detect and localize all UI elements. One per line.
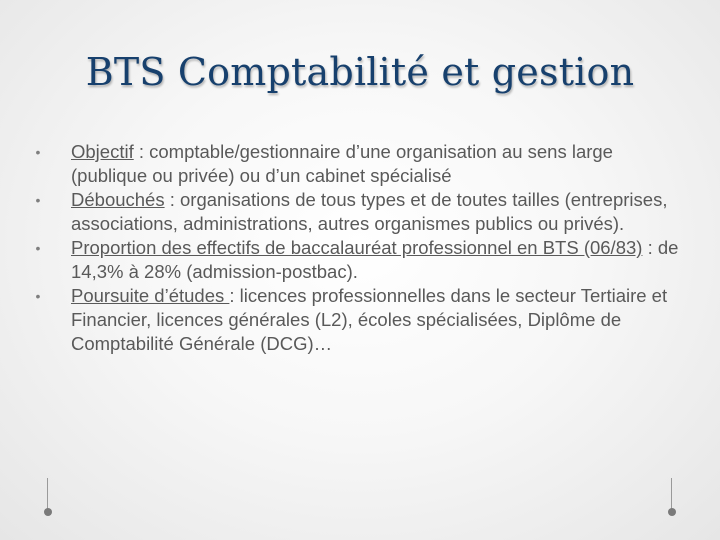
- bullet-label: Débouchés: [71, 189, 165, 210]
- bullet-label: Poursuite d’études: [71, 285, 230, 306]
- bullet-item-debouches: [28, 188, 688, 236]
- bullet-icon: •: [35, 144, 41, 160]
- bullet-list: [28, 140, 688, 356]
- bullet-icon: •: [35, 240, 41, 256]
- bullet-label: Objectif: [71, 141, 134, 162]
- bullet-text: : licences professionnelles dans le secteur Tertiaire et Financier, licences générales (L2), écoles spécialisées, Diplôme de Comptabilité Générale (DCG)…: [71, 285, 668, 354]
- bullet-item-poursuite: [28, 284, 688, 356]
- bullet-item-objectif: [28, 140, 688, 188]
- decor-dot-left-icon: [44, 508, 52, 516]
- bullet-icon: •: [35, 288, 41, 304]
- bullet-label: Proportion des effectifs de baccalauréat professionnel en BTS (06/83): [71, 237, 643, 258]
- bullet-text: : comptable/gestionnaire d’une organisation au sens large (publique ou privée) ou d’un cabinet spécialisé: [71, 141, 613, 186]
- bullet-icon: •: [35, 192, 41, 208]
- slide-title: BTS Comptabilité et gestion: [85, 50, 635, 94]
- bullet-item-proportion: [28, 236, 688, 284]
- bullet-text: : organisations de tous types et de toutes tailles (entreprises, associations, administrations, autres organismes publics ou privés).: [71, 189, 668, 234]
- decor-dot-right-icon: [668, 508, 676, 516]
- bullet-text: : de 14,3% à 28% (admission-postbac).: [71, 237, 679, 282]
